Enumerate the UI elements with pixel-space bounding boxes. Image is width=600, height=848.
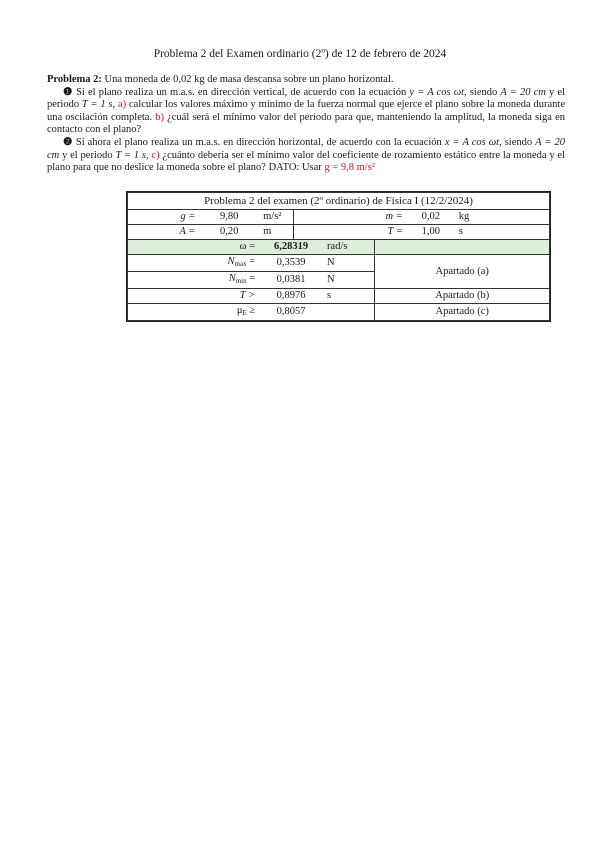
- part-1-text: y el periodo: [47, 86, 566, 111]
- apartado-a: Apartado (a): [375, 255, 550, 289]
- table-row: [128, 289, 550, 304]
- omega-value: [259, 240, 323, 255]
- A-label: [128, 225, 200, 240]
- omega-value-text: 6,28319: [274, 241, 309, 252]
- mu-eq: ≥: [246, 305, 256, 316]
- number-one-icon: ❶: [63, 86, 73, 98]
- A-value: 0,20: [199, 225, 259, 240]
- apartado-b: Apartado (b): [375, 289, 550, 304]
- part-1-text: Si el plano realiza un m.a.s. en dirección vertical, de acuerdo con la ecuación: [76, 86, 410, 98]
- g-value: 9,80: [199, 210, 259, 225]
- part-1-text: ,: [112, 99, 118, 111]
- problem-intro: [47, 74, 565, 87]
- nmin-unit: N: [323, 272, 375, 289]
- omega-label: ω =: [128, 240, 260, 255]
- part-2-text: , siendo: [499, 136, 536, 148]
- table-row: [128, 304, 550, 321]
- part-1-equation: y = A cos ωt: [409, 86, 465, 98]
- label-c: c): [151, 149, 160, 161]
- T-unit: s: [455, 225, 550, 240]
- Tb-unit: s: [323, 289, 375, 304]
- nmin-eq: =: [246, 273, 256, 284]
- part-1-amplitude: A = 20 cm: [500, 86, 546, 98]
- nmax-subscript: max: [234, 260, 247, 268]
- nmin-label: [128, 272, 260, 289]
- T-label-text: T =: [387, 226, 403, 237]
- m-value: 0,02: [407, 210, 455, 225]
- g-unit: m/s²: [259, 210, 293, 225]
- table-row: [128, 210, 550, 225]
- Tb-label: [128, 289, 260, 304]
- part-2-paragraph: [47, 137, 565, 175]
- nmax-label: [128, 255, 260, 272]
- table-row: [128, 255, 550, 272]
- g-label: [128, 210, 200, 225]
- T-label: [323, 225, 407, 240]
- mu-value: 0,8057: [259, 304, 323, 321]
- label-b: b): [155, 111, 164, 123]
- T-value: 1,00: [407, 225, 455, 240]
- number-two-icon: ❷: [63, 136, 73, 148]
- omega-unit: rad/s: [323, 240, 375, 255]
- part-2-text: Si ahora el plano realiza un m.a.s. en dirección horizontal, de acuerdo con la ecuación: [75, 136, 445, 148]
- dato-value: g = 9,8 m/s²: [324, 162, 375, 174]
- dato-note: [269, 162, 375, 173]
- Tb-label-text: T >: [239, 290, 256, 301]
- nmax-unit: N: [323, 255, 375, 272]
- table-row: [128, 225, 550, 240]
- apartado-c: Apartado (c): [375, 304, 550, 321]
- part-2-text: ¿cuánto debería ser el mínimo valor del coeficiente de rozamiento estático entre la moneda y el plano para que no deslice la moneda sobre el plano?: [47, 149, 566, 174]
- g-label-text: g =: [180, 211, 196, 222]
- part-2-text: y el periodo: [59, 149, 116, 161]
- table-caption: Problema 2 del examen (2º ordinario) de Física I (12/2/2024): [128, 193, 550, 210]
- empty-cell: [293, 210, 323, 225]
- mu-label: [128, 304, 260, 321]
- problem-intro-text: Una moneda de 0,02 kg de masa descansa sobre un plano horizontal.: [104, 74, 394, 85]
- document-title: Problema 2 del Examen ordinario (2º) de 12 de febrero de 2024: [153, 48, 447, 60]
- A-unit: m: [259, 225, 293, 240]
- results-table: [127, 192, 550, 321]
- empty-cell: [375, 240, 550, 255]
- dato-label: DATO: Usar: [268, 162, 325, 174]
- part-1-period: T = 1 s: [81, 99, 113, 111]
- problem-statement: [47, 74, 565, 175]
- nmin-value: 0,0381: [259, 272, 323, 289]
- nmin-subscript: min: [235, 277, 247, 285]
- nmax-symbol: N: [227, 256, 235, 267]
- part-2-period: T = 1 s: [115, 149, 146, 161]
- part-2-amplitude: A = 20 cm: [47, 136, 566, 161]
- omega-row: [128, 240, 550, 255]
- Tb-value: 0,8976: [259, 289, 323, 304]
- m-label-text: m =: [385, 211, 403, 222]
- empty-cell: [293, 225, 323, 240]
- nmax-eq: =: [246, 256, 256, 267]
- part-1-text: ¿cuál será el mínimo valor del periodo para que, manteniendo la amplitud, la moneda siga en contacto con el plano?: [47, 111, 565, 136]
- nmin-symbol: N: [228, 273, 236, 284]
- part-2-text: ,: [145, 149, 152, 161]
- m-unit: kg: [455, 210, 550, 225]
- mu-symbol: μ: [236, 305, 243, 316]
- empty-cell: [323, 304, 375, 321]
- part-1-text: calcular los valores máximo y mínimo de la fuerza normal que ejerce el plano sobre la moneda durante una oscilación completa.: [47, 99, 566, 123]
- mu-subscript: E: [242, 309, 247, 317]
- problem-label: Problema 2:: [47, 74, 102, 85]
- A-label-text: A =: [179, 226, 196, 237]
- label-a: a): [117, 99, 127, 111]
- m-label: [323, 210, 407, 225]
- part-2-equation: x = A cos ωt: [444, 136, 500, 148]
- part-1-paragraph: [47, 87, 565, 137]
- nmax-value: 0,3539: [259, 255, 323, 272]
- part-1-text: , siendo: [464, 86, 501, 98]
